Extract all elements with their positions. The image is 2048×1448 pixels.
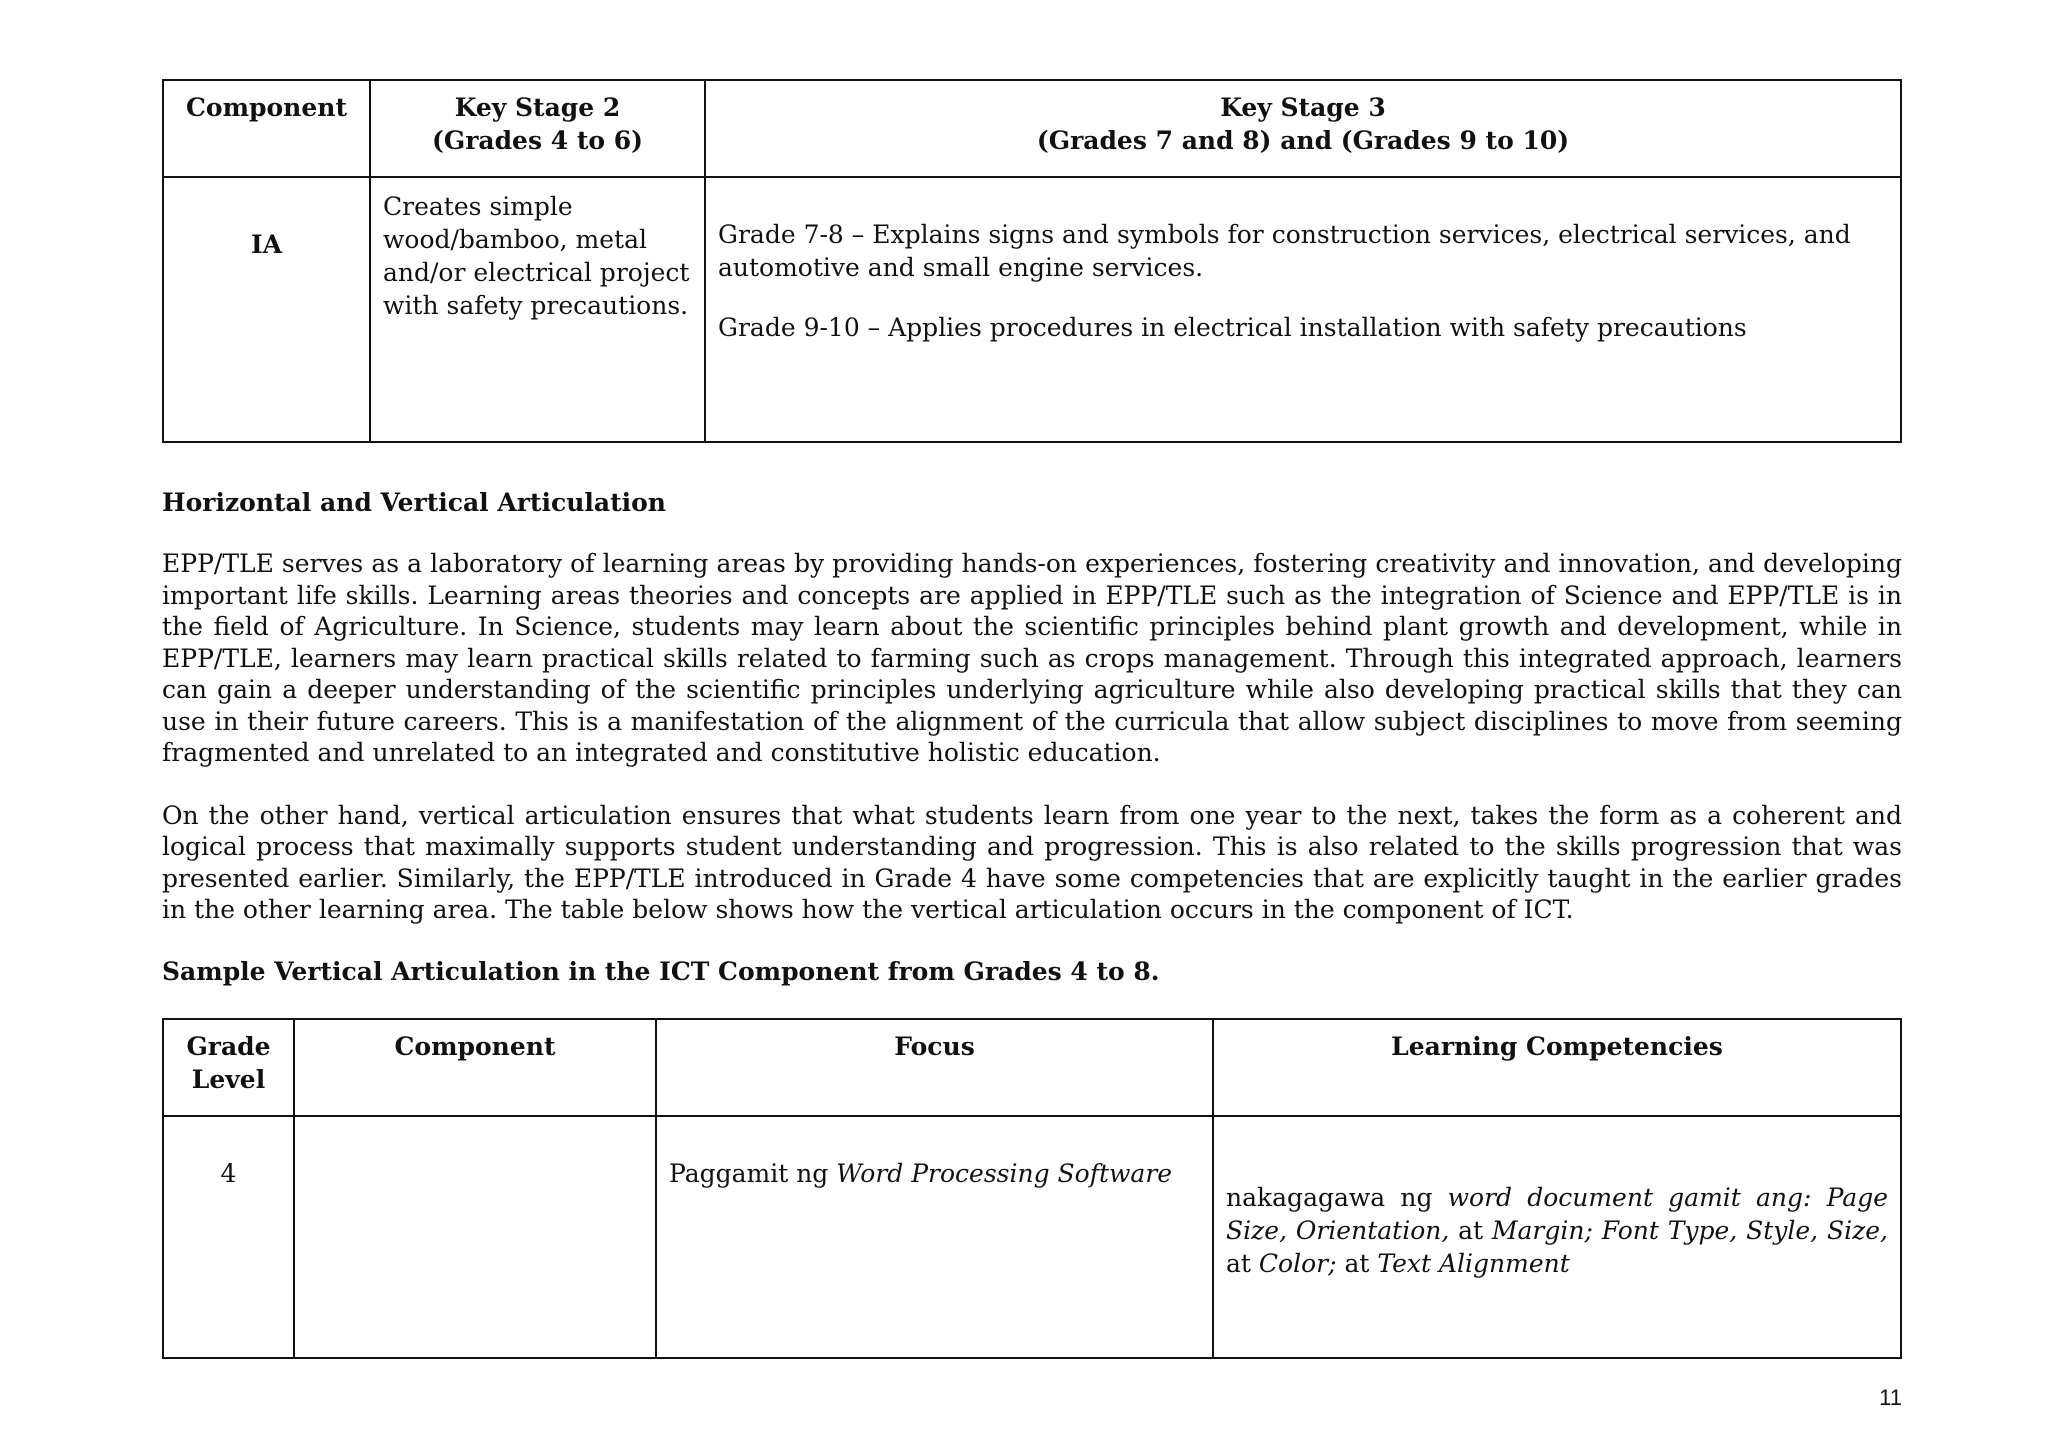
lc-6: at: [1336, 1248, 1378, 1278]
header-grade-level: [163, 1019, 294, 1116]
table-row: [163, 1116, 1901, 1358]
header-ks2-line1: Key Stage 2: [454, 93, 621, 122]
focus-plain: Paggamit ng: [669, 1158, 837, 1188]
lc-0: nakagagawa ng: [1226, 1182, 1448, 1212]
header-component: Component: [163, 80, 370, 177]
lc-1: word document gamit ang: Page Size, Orientation,: [1226, 1182, 1888, 1245]
paragraph-vertical: On the other hand, vertical articulation ensures that what students learn from one year to the next, takes the form as a coherent and logical process that maximally supports student understanding and progression. This is also related to the skills progression that was presented earlier. Similarly, the EPP/TLE introduced in Grade 4 have some competencies that are explicitly taught in the earlier grades in the other learning area. The table below shows how the vertical articulation occurs in the component of ICT.: [162, 800, 1902, 924]
header-ks3-line1: Key Stage 3: [1220, 93, 1386, 122]
sample-heading: Sample Vertical Articulation in the ICT Component from Grades 4 to 8.: [162, 956, 1160, 986]
table-header-row: [163, 1019, 1901, 1116]
cell-key-stage-3: [705, 177, 1901, 442]
cell-grade: 4: [163, 1116, 294, 1358]
lc-2: at: [1449, 1215, 1492, 1245]
focus-italic: Word Processing Software: [836, 1158, 1173, 1188]
ict-articulation-table: [162, 1018, 1902, 1359]
lc-3: Margin; Font Type, Style, Size,: [1491, 1215, 1888, 1245]
cell-component: IA: [163, 177, 370, 442]
header-ks3-line2: (Grades 7 and 8) and (Grades 9 to 10): [1036, 126, 1570, 155]
key-stage-table: [162, 79, 1902, 443]
page-number: 11: [1879, 1385, 1902, 1410]
header-key-stage-2: [370, 80, 705, 177]
cell-learning-competencies: [1213, 1116, 1901, 1358]
header-focus: Focus: [656, 1019, 1213, 1116]
header-grade-line2: Level: [191, 1064, 266, 1094]
header-grade-line1: Grade: [186, 1031, 271, 1061]
paragraph-horizontal: EPP/TLE serves as a laboratory of learning areas by providing hands-on experiences, fostering creativity and innovation, and developing important life skills. Learning areas theories and concepts are applied in EPP/TLE such as the integration of Science and EPP/TLE is in the field of Agriculture. In Science, students may learn about the scientific principles behind plant growth and development, while in EPP/TLE, learners may learn practical skills related to farming such as crops management. Through this integrated approach, learners can gain a deeper understanding of the scientific principles underlying agriculture while also developing practical skills that they can use in their future careers. This is a manifestation of the alignment of the curricula that allow subject disciplines to move from seeming fragmented and unrelated to an integrated and constitutive holistic education.: [162, 549, 1902, 767]
header-learning-competencies: Learning Competencies: [1213, 1019, 1901, 1116]
table-header-row: [163, 80, 1901, 177]
cell-key-stage-2: Creates simple wood/bamboo, metal and/or electrical project with safety precautions.: [370, 177, 705, 442]
cell-focus: [656, 1116, 1213, 1358]
header-ks2-line2: (Grades 4 to 6): [432, 126, 643, 155]
cell-component: [294, 1116, 656, 1358]
ks3-grade-7-8: Grade 7-8 – Explains signs and symbols for construction services, electrical services, and automotive and small engine services.: [718, 220, 1851, 282]
lc-5: Color;: [1258, 1248, 1337, 1278]
document-page: [162, 79, 1902, 1359]
section-heading: Horizontal and Vertical Articulation: [162, 488, 666, 517]
ks3-grade-9-10: Grade 9-10 – Applies procedures in electrical installation with safety precautions: [718, 313, 1747, 342]
header-component: Component: [294, 1019, 656, 1116]
lc-4: at: [1226, 1248, 1259, 1278]
header-key-stage-3: [705, 80, 1901, 177]
lc-7: Text Alignment: [1377, 1248, 1570, 1278]
table-row: [163, 177, 1901, 442]
